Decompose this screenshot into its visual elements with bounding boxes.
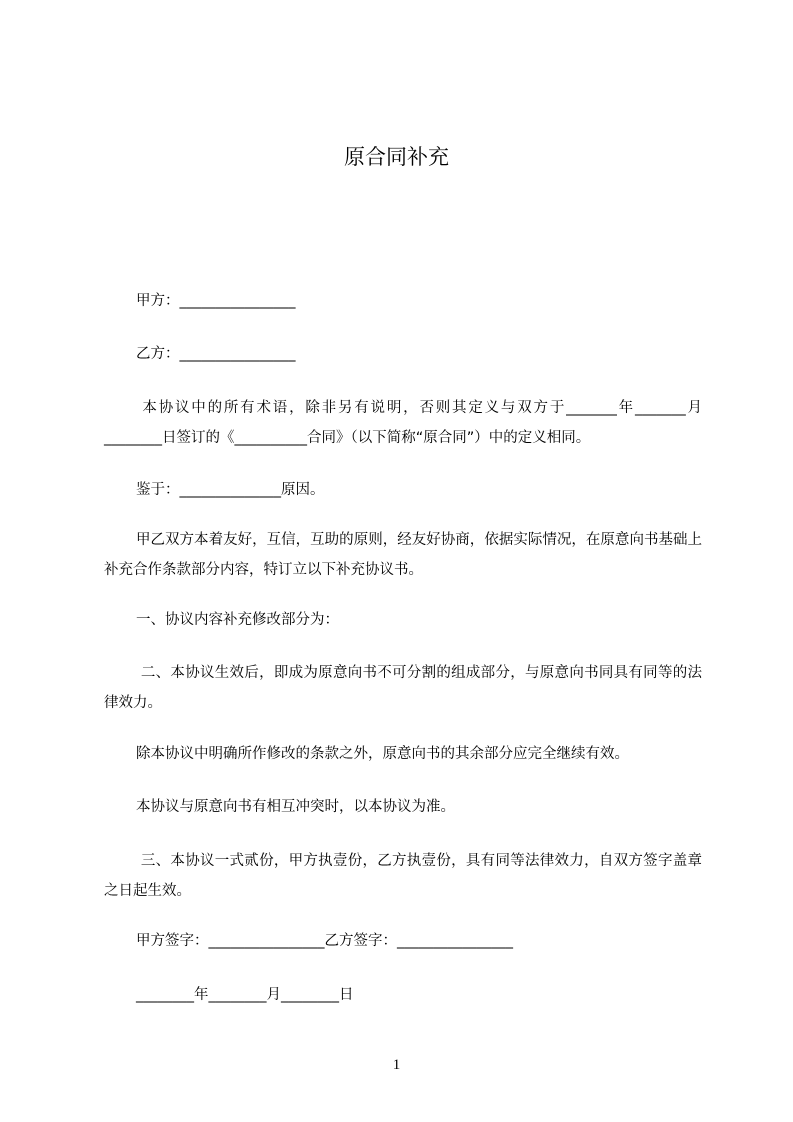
document-title: 原合同补充 [344,145,449,169]
date-line: ________年________月________日 [136,987,354,1003]
clause-3: 三、本协议一式贰份，甲方执壹份，乙方执壹份，具有同等法律效力，自双方签字盖章之日起生效。 [104,853,703,899]
clause-1: 一、协议内容补充修改部分为： [136,612,339,628]
conflict-paragraph: 本协议与原意向书有相互冲突时，以本协议为准。 [136,799,455,815]
whereas-line: 鉴于：______________原因。 [136,482,325,498]
page-number: 1 [392,1057,401,1073]
clause-2: 二、本协议生效后，即成为原意向书不可分割的组成部分，与原意向书同具有同等的法律效力。 [104,665,703,711]
definitions-paragraph: 本协议中的所有术语，除非另有说明，否则其定义与双方于_______年_______月________日签订的《__________合同》（以下简称“原合同”）中的定义相同。 [104,400,702,446]
party-a-line: 甲方：________________ [136,293,296,309]
preamble-paragraph: 甲乙双方本着友好，互信，互助的原则，经友好协商，依据实际情况，在原意向书基础上补充合作条款部分内容，特订立以下补充协议书。 [104,532,702,578]
party-b-line: 乙方：________________ [136,346,296,362]
validity-paragraph: 除本协议中明确所作修改的条款之外，原意向书的其余部分应完全继续有效。 [136,746,629,762]
signature-line: 甲方签字：________________乙方签字：________________ [136,933,513,949]
